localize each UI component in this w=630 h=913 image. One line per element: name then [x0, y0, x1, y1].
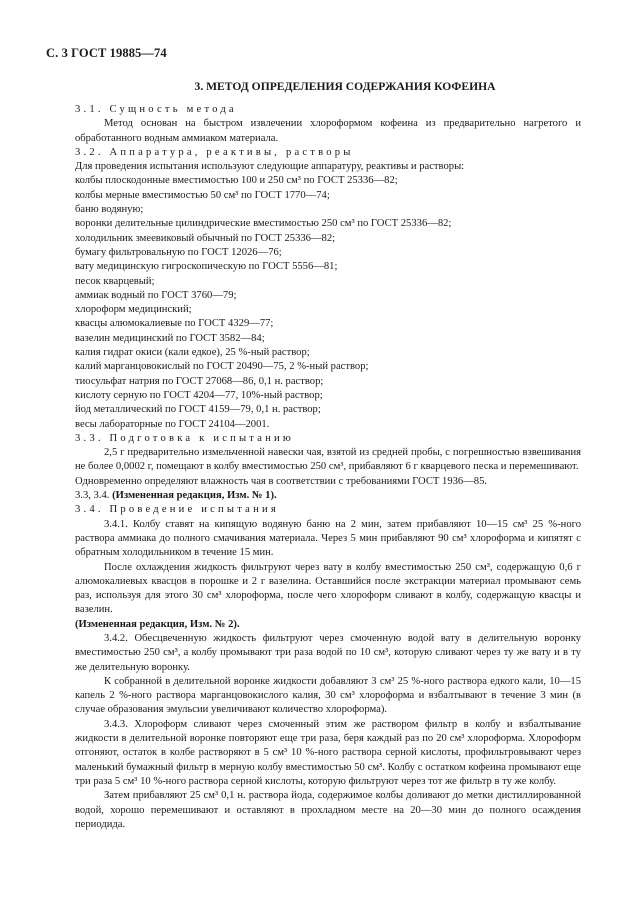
list-item: весы лабораторные по ГОСТ 24104—2001. — [75, 418, 270, 430]
list-item: кислоту серную по ГОСТ 4204—77, 10%-ный раствор; — [75, 389, 323, 401]
amendment-note-2: (Измененная редакция, Изм. № 2). — [75, 618, 240, 630]
paragraph-3-3-moisture: Одновременно определяют влажность чая в соответствии с требованиями ГОСТ 1936—85. — [75, 475, 488, 487]
list-item: вазелин медицинский по ГОСТ 3582—84; — [75, 332, 265, 344]
subsection-heading-3-3: 3.3. Подготовка к испытанию — [75, 432, 295, 444]
amendment-note-1 — [75, 489, 581, 503]
list-item: квасцы алюмокалиевые по ГОСТ 4329—77; — [75, 318, 274, 330]
list-item: хлороформ медицинский; — [75, 304, 192, 316]
paragraph-3-4-2: 3.4.2. Обесцвеченную жидкость фильтруют через смоченную водой вату в делительную воронку вместимостью 250 см³, а колбу промывают три раза водой по 10 см³, которую сливают через ту же вату и в ту же делительную воронку. — [75, 632, 581, 673]
list-item: аммиак водный по ГОСТ 3760—79; — [75, 289, 237, 301]
paragraph-3-4-3: 3.4.3. Хлороформ сливают через смоченный этим же раствором фильтр в колбу и взбалтывание жидкости в делительной воронке повторяют еще три раза, беря каждый раз по 20 см³ хлороформа. Хлороформ отгоняют, остаток в колбе растворяют в 5 см³ 10 %-ного раствора серной кислоты, профильтровывают через маленький бумажный фильтр в мерную колбу вместимостью 50 см³. Колбу с остатком кофеина промывают еще три раза 5 см³ 10 %-ного раствора серной кислоты, которую фильтруют через тот же фильтр в ту же колбу. — [75, 718, 581, 787]
list-item: йод металлический по ГОСТ 4159—79, 0,1 н. раствор; — [75, 404, 321, 416]
amendment-label: (Измененная редакция, Изм. № 1). — [112, 490, 277, 502]
equipment-intro: Для проведения испытания используют следующие аппаратуру, реактивы и растворы: — [75, 161, 465, 173]
paragraph-3-4-1-cont: После охлаждения жидкость фильтруют через вату в колбу вместимостью 250 см³, содержащую 0,6 г алюмокалиевых квасцов в порошке и 2 г вазелина. Оставшийся после экстракции материал промывают семь раз, используя для этого 30 см³ хлороформа, после чего хлороформ сливают в колбу, содержащую квасцы и вазелин. — [75, 561, 581, 616]
list-item: песок кварцевый; — [75, 275, 155, 287]
paragraph-3-4-2-cont: К собранной в делительной воронке жидкости добавляют 3 см³ 25 %-ного раствора едкого кали, 10—15 капель 2 %-ного раствора марганцовокислого калия, 30 см³ хлороформа и взбалтывают в течение 3 мин (в случае образования эмульсии увеличивают количество хлороформа). — [75, 675, 581, 716]
list-item: вату медицинскую гигроскопическую по ГОСТ 5556—81; — [75, 261, 338, 273]
section-title: 3. МЕТОД ОПРЕДЕЛЕНИЯ СОДЕРЖАНИЯ КОФЕИНА — [194, 80, 496, 93]
document-body — [75, 103, 581, 832]
paragraph-3-4-3-cont: Затем прибавляют 25 см³ 0,1 н. раствора йода, содержимое колбы доливают до метки дистиллированной водой, хорошо перемешивают и оставляют в прохладном месте на 20—30 мин до полного осаждения периодида. — [75, 790, 581, 830]
list-item: холодильник змеевиковый обычный по ГОСТ 25336—82; — [75, 232, 336, 244]
list-item: воронки делительные цилиндрические вместимостью 250 см³ по ГОСТ 25336—82; — [75, 218, 452, 230]
list-item: баню водяную; — [75, 204, 144, 216]
amendment-ref: 3.3, 3.4. — [75, 490, 110, 502]
paragraph-3-1: Метод основан на быстром извлечении хлороформом кофеина из предварительно нагретого и обработанного водным аммиаком материала. — [75, 118, 581, 144]
list-item: бумагу фильтровальную по ГОСТ 12026—76; — [75, 246, 282, 258]
paragraph-3-4-1: 3.4.1. Колбу ставят на кипящую водяную баню на 2 мин, затем прибавляют 10—15 см³ 25 %-ного раствора аммиака до полного смачивания материала. Через 5 мин прибавляют 90 см³ хлороформа и кипятят с обратным холодильником в течение 15 мин. — [75, 518, 581, 559]
paragraph-3-3: 2,5 г предварительно измельченной навески чая, взятой из средней пробы, с погрешностью взвешивания не более 0,0002 г, помещают в колбу вместимостью 250 см³, прибавляют 6 г кварцевого песка и перемешивают. — [75, 447, 581, 473]
list-item: колбы плоскодонные вместимостью 100 и 250 см³ по ГОСТ 25336—82; — [75, 175, 398, 187]
subsection-heading-3-1: 3.1. Сущность метода — [75, 104, 237, 115]
subsection-heading-3-2: 3.2. Аппаратура, реактивы, растворы — [75, 146, 354, 158]
subsection-heading-3-4: 3.4. Проведение испытания — [75, 504, 279, 516]
equipment-list — [75, 174, 581, 431]
page-header: С. 3 ГОСТ 19885—74 — [46, 46, 167, 60]
list-item: тиосульфат натрия по ГОСТ 27068—86, 0,1 н. раствор; — [75, 375, 324, 387]
list-item: калия гидрат окиси (кали едкое), 25 %-ный раствор; — [75, 347, 310, 359]
list-item: калий марганцовокислый по ГОСТ 20490—75, 2 %-ный раствор; — [75, 361, 369, 373]
list-item: колбы мерные вместимостью 50 см³ по ГОСТ 1770—74; — [75, 189, 330, 201]
